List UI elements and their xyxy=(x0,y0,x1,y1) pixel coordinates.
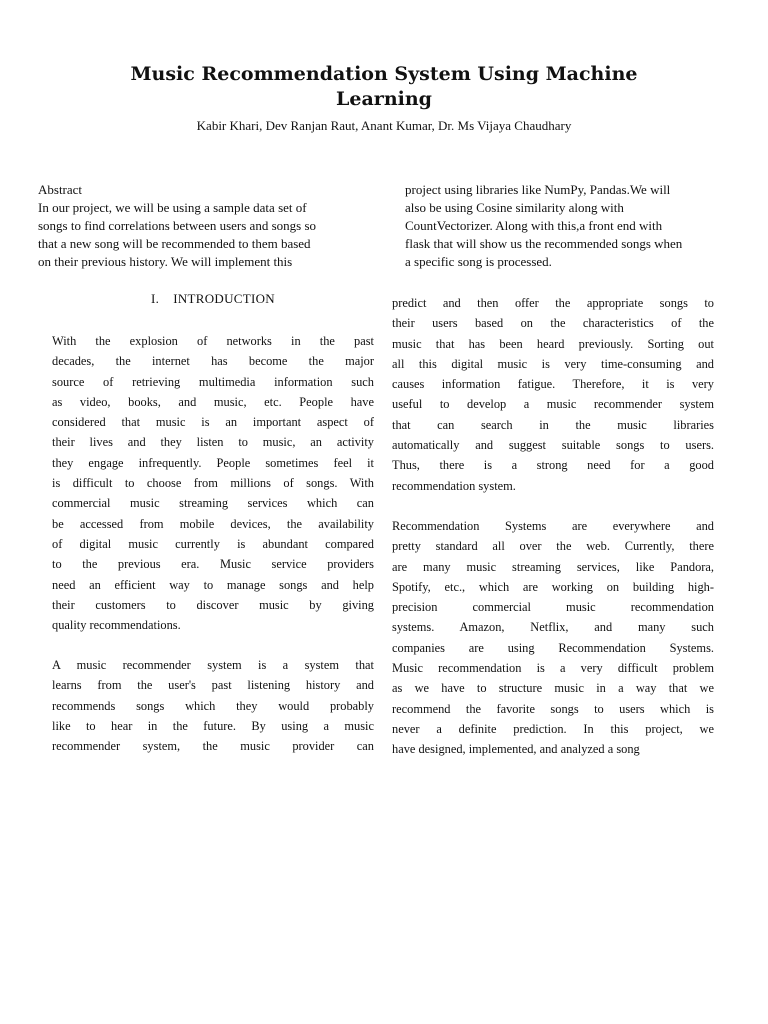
paragraph-line: useful to develop a music recommender system xyxy=(392,397,714,412)
title-line-1: Music Recommendation System Using Machine xyxy=(130,63,638,85)
abstract-line: CountVectorizer. Along with this,a front end with xyxy=(405,218,663,233)
paragraph-line: have designed, implemented, and analyzed a song xyxy=(392,742,640,757)
paragraph-line: all this digital music is very time-consuming and xyxy=(392,356,714,371)
author-list: Kabir Khari, Dev Ranjan Raut, Anant Kumar, Dr. Ms Vijaya Chaudhary xyxy=(196,118,572,133)
section-number: I. xyxy=(151,291,160,306)
paragraph-line: A music recommender system is a system that xyxy=(52,658,374,672)
paragraph-line: is difficult to choose from millions of songs. With xyxy=(52,476,374,491)
paragraph-line: their lives and they listen to music, an activity xyxy=(52,435,374,450)
abstract-line: that a new song will be recommended to them based xyxy=(38,236,311,251)
intro-paragraph-3 xyxy=(392,293,714,496)
paragraph-line: recommendation system. xyxy=(392,478,516,493)
section-heading-introduction xyxy=(52,291,374,307)
intro-paragraph-4 xyxy=(392,516,714,760)
paragraph-line: be accessed from mobile devices, the availability xyxy=(52,516,374,531)
abstract-line: flask that will show us the recommended songs when xyxy=(405,236,683,251)
paper-title xyxy=(84,62,684,112)
paragraph-line: of digital music currently is abundant compared xyxy=(52,536,374,551)
section-title: INTRODUCTION xyxy=(173,291,275,306)
abstract-right-column xyxy=(405,181,730,271)
paragraph-line: their users based on the characteristics of the xyxy=(392,316,714,331)
abstract-line: songs to find correlations between users and songs so xyxy=(38,218,317,233)
paragraph-line: recommend the favorite songs to users which is xyxy=(392,701,714,716)
paragraph-line: Recommendation Systems are everywhere and xyxy=(392,519,714,533)
paragraph-line: are many music streaming services, like Pandora, xyxy=(392,559,714,574)
paragraph-line: music that has been heard previously. Sorting out xyxy=(392,336,714,351)
paragraph-line: decades, the internet has become the major xyxy=(52,354,374,369)
paragraph-line: source of retrieving multimedia information such xyxy=(52,374,374,389)
intro-paragraph-1 xyxy=(52,331,374,635)
paragraph-line: as we have to structure music in a way that we xyxy=(392,681,714,696)
paragraph-line: precision commercial music recommendation xyxy=(392,600,714,615)
abstract-heading: Abstract xyxy=(38,182,83,197)
paragraph-line: quality recommendations. xyxy=(52,618,181,633)
abstract-line: a specific song is processed. xyxy=(405,254,552,269)
paragraph-line: they engage infrequently. People sometimes feel it xyxy=(52,455,374,470)
paragraph-line: pretty standard all over the web. Currently, there xyxy=(392,539,714,554)
paragraph-line: With the explosion of networks in the past xyxy=(52,334,374,348)
paragraph-line: learns from the user's past listening history and xyxy=(52,678,374,693)
paragraph-line: commercial music streaming services which can xyxy=(52,496,374,511)
paragraph-line: considered that music is an important aspect of xyxy=(52,415,374,430)
paragraph-line: companies are using Recommendation Systems. xyxy=(392,640,714,655)
intro-paragraph-2 xyxy=(52,655,374,756)
paragraph-line: systems. Amazon, Netflix, and many such xyxy=(392,620,714,635)
paragraph-line: need an efficient way to manage songs and help xyxy=(52,577,374,592)
paragraph-line: that can search in the music libraries xyxy=(392,417,714,432)
abstract-line: on their previous history. We will implement this xyxy=(38,254,293,269)
paragraph-line: recommends songs which they would probably xyxy=(52,698,374,713)
abstract-line: also be using Cosine similarity along with xyxy=(405,200,624,215)
paragraph-line: like to hear in the future. By using a music xyxy=(52,718,374,733)
paragraph-line: causes information fatigue. Therefore, it is very xyxy=(392,377,714,392)
paragraph-line: their customers to discover music by giving xyxy=(52,597,374,612)
title-line-2: Learning xyxy=(336,88,432,110)
paragraph-line: never a definite prediction. In this project, we xyxy=(392,721,714,736)
paragraph-line: Music recommendation is a very difficult problem xyxy=(392,661,714,676)
paragraph-line: predict and then offer the appropriate songs to xyxy=(392,296,714,310)
paragraph-line: Thus, there is a strong need for a good xyxy=(392,458,714,473)
paragraph-line: to the previous era. Music service providers xyxy=(52,557,374,572)
paragraph-line: automatically and suggest suitable songs to users. xyxy=(392,438,714,453)
paragraph-line: Spotify, etc., which are working on building high- xyxy=(392,579,714,594)
abstract-left-column xyxy=(38,181,358,271)
paragraph-line: recommender system, the music provider can xyxy=(52,739,374,754)
abstract-line: project using libraries like NumPy, Pandas.We will xyxy=(405,182,671,197)
paragraph-line: as video, books, and music, etc. People have xyxy=(52,394,374,409)
abstract-line: In our project, we will be using a sample data set of xyxy=(38,200,307,215)
